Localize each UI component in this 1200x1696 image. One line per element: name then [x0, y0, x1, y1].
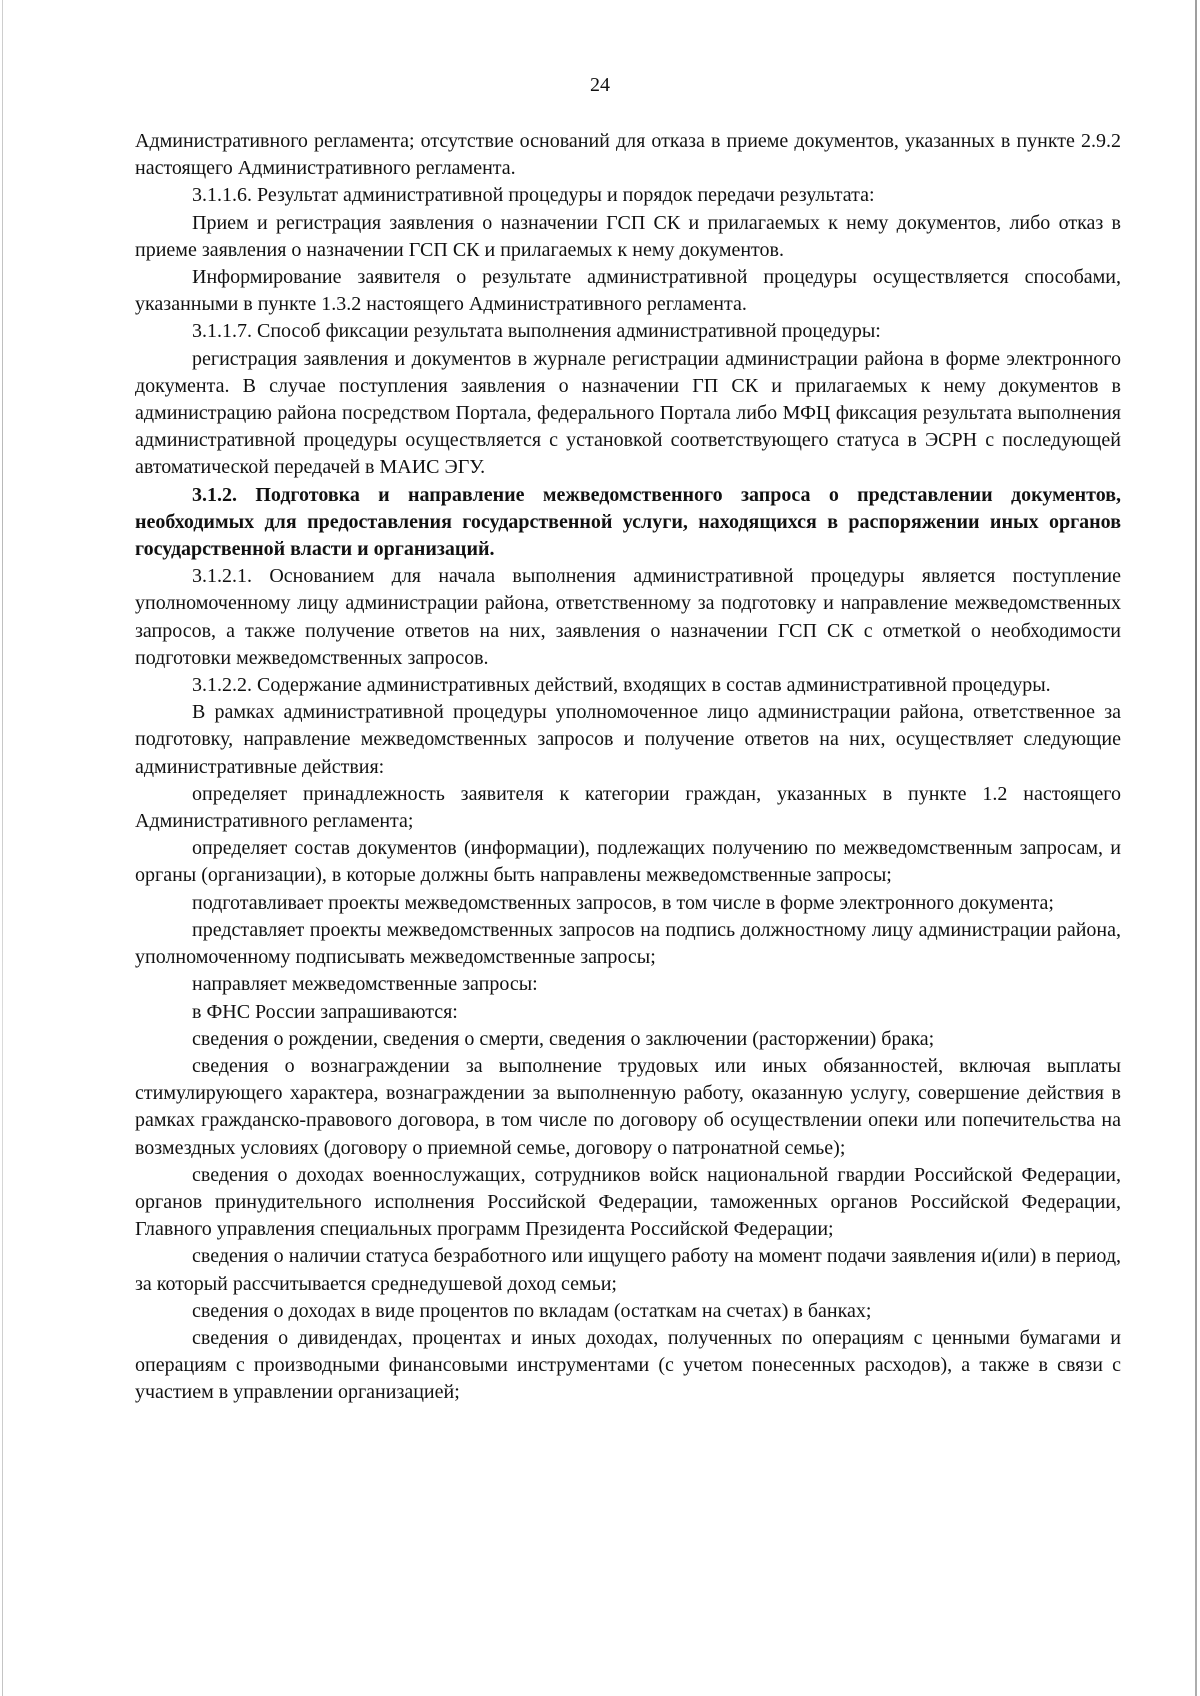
paragraph: определяет состав документов (информации), подлежащих получению по межведомственным запросам, и органы (организации), в которые должны быть направлены межведомственные запросы; — [135, 837, 1121, 887]
paragraph: Информирование заявителя о результате административной процедуры осуществляется способами, указанными в пункте 1.3.2 настоящего Административного регламента. — [135, 266, 1121, 316]
paragraph: сведения о рождении, сведения о смерти, сведения о заключении (расторжении) брака; — [192, 1027, 935, 1050]
scan-edge-left — [2, 0, 3, 1696]
paragraph: В рамках административной процедуры уполномоченное лицо администрации района, ответственное за подготовку, направление межведомственных запросов и получение ответов на них, осуществляет следующие административные действия: — [135, 701, 1121, 778]
paragraph: Административного регламента; отсутствие оснований для отказа в приеме документов, указанных в пункте 2.9.2 настоящего Административного регламента. — [135, 130, 1121, 180]
paragraph: направляет межведомственные запросы: — [192, 973, 538, 996]
paragraph: сведения о наличии статуса безработного или ищущего работу на момент подачи заявления и(или) в период, за который рассчитывается среднедушевой доход семьи; — [135, 1245, 1121, 1295]
scan-edge-right — [1195, 0, 1197, 1696]
paragraph: сведения о дивидендах, процентах и иных доходах, полученных по операциям с ценными бумагами и операциям с производными финансовыми инструментами (с учетом понесенных расходов), а также в связи с участием в управлении организацией; — [135, 1326, 1121, 1404]
document-body — [135, 128, 1121, 1407]
paragraph: определяет принадлежность заявителя к категории граждан, указанных в пункте 1.2 настоящего Административного регламента; — [135, 782, 1121, 833]
paragraph: регистрация заявления и документов в журнале регистрации администрации района в форме электронного документа. В случае поступления заявления о назначении ГП СК и прилагаемых к нему документов в администрацию района посредством Портала, федерального Портала либо МФЦ фиксация результата выполнения административной процедуры осуществляется с установкой соответствующего статуса в ЭСРН с последующей автоматической передачей в МАИС ЭГУ. — [135, 347, 1121, 479]
paragraph: представляет проекты межведомственных запросов на подпись должностному лицу администрации района, уполномоченному подписывать межведомственные запросы; — [135, 918, 1121, 969]
paragraph: Прием и регистрация заявления о назначении ГСП СК и прилагаемых к нему документов, либо отказ в приеме заявления о назначении ГСП СК и прилагаемых к нему документов. — [135, 211, 1121, 261]
paragraph: сведения о доходах в виде процентов по вкладам (остаткам на счетах) в банках; — [192, 1299, 872, 1322]
paragraph: в ФНС России запрашиваются: — [192, 1000, 458, 1023]
paragraph: сведения о вознаграждении за выполнение трудовых или иных обязанностей, включая выплаты стимулирующего характера, вознаграждении за выполненную работу, оказанную услугу, совершение действия в рамках гражданско-правового договора, в том числе по договору об осуществлении опеки или попечительства на возмездных условиях (договору о приемной семье, договору о патронатной семье); — [135, 1054, 1121, 1159]
paragraph: подготавливает проекты межведомственных запросов, в том числе в форме электронного документа; — [192, 891, 1054, 914]
paragraph: 3.1.2.2. Содержание административных действий, входящих в состав административной процедуры. — [192, 674, 1051, 697]
page-number: 24 — [590, 74, 610, 96]
paragraph: сведения о доходах военнослужащих, сотрудников войск национальной гвардии Российской Федерации, органов принудительного исполнения Российской Федерации, таможенных органов Российской Федерации, Главного управления специальных программ Президента Российской Федерации; — [135, 1163, 1121, 1241]
paragraph: 3.1.1.6. Результат административной процедуры и порядок передачи результата: — [192, 184, 875, 207]
paragraph: 3.1.1.7. Способ фиксации результата выполнения административной процедуры: — [192, 320, 881, 343]
section-heading: 3.1.2. Подготовка и направление межведомственного запроса о представлении документов, необходимых для предоставления государственной услуги, находящихся в распоряжении иных органов государственной власти и организаций. — [135, 483, 1121, 561]
paragraph: 3.1.2.1. Основанием для начала выполнения административной процедуры является поступление уполномоченному лицу администрации района, ответственному за подготовку и направление межведомственных запросов, а также получение ответов на них, заявления о назначении ГСП СК с отметкой о необходимости подготовки межведомственных запросов. — [135, 565, 1121, 669]
